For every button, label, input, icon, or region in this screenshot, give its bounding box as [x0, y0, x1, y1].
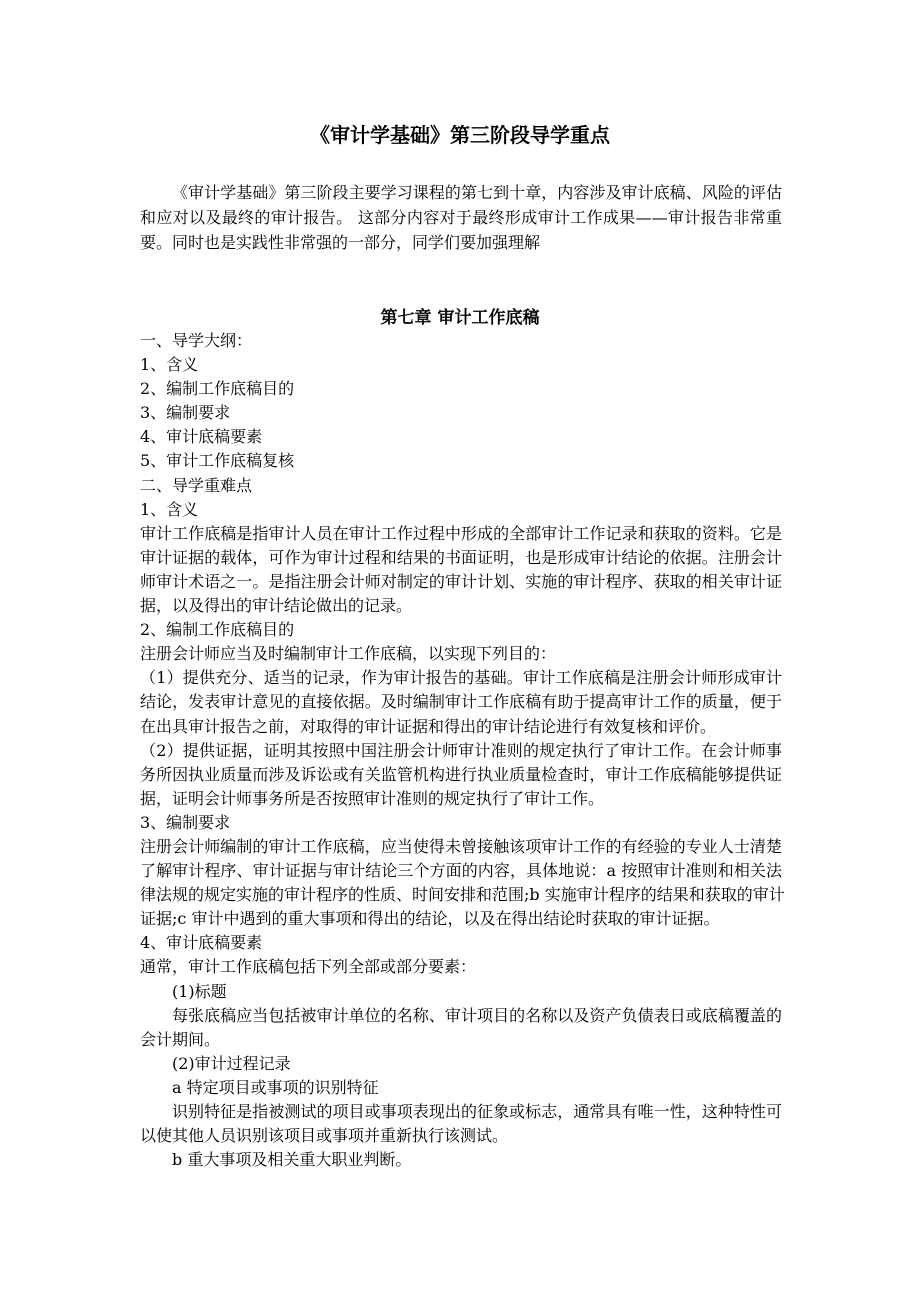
text-line: 1、含义	[140, 499, 199, 519]
text-line: 二、导学重难点	[140, 475, 253, 495]
text-line: 证据;c 审计中遇到的重大事项和得出的结论，以及在得出结论时获取的审计证据。	[140, 909, 720, 929]
text-line: 3、编制要求	[140, 812, 231, 832]
text-line: a 特定项目或事项的识别特征	[172, 1077, 379, 1097]
document-title: 《审计学基础》第三阶段导学重点	[310, 123, 610, 147]
text-line: (1)标题	[172, 981, 227, 1001]
text-line: 师审计术语之一。是指注册会计师对制定的审计计划、实施的审计程序、获取的相关审计证	[140, 571, 782, 591]
text-line: 3、编制要求	[140, 403, 231, 423]
text-line: 以使其他人员识别该项目或事项并重新执行该测试。	[140, 1126, 509, 1146]
text-line: 据，以及得出的审计结论做出的记录。	[140, 596, 413, 616]
text-line: 了解审计程序、审计证据与审计结论三个方面的内容，具体地说：a 按照审计准则和相关法	[140, 861, 782, 881]
text-line: 据，证明会计师事务所是否按照审计准则的规定执行了审计工作。	[140, 788, 605, 808]
text-line: 律法规的规定实施的审计程序的性质、时间安排和范围;b 实施审计程序的结果和获取的审计	[140, 885, 785, 905]
chapter-title: 第七章 审计工作底稿	[380, 308, 540, 328]
intro-paragraph	[140, 180, 782, 255]
text-line: 2、编制工作底稿目的	[140, 620, 295, 640]
text-line: （1）提供充分、适当的记录，作为审计报告的基础。审计工作底稿是注册会计师形成审计	[140, 668, 782, 688]
text-line: b 重大事项及相关重大职业判断。	[172, 1150, 412, 1170]
text-line: 审计工作底稿是指审计人员在审计工作过程中形成的全部审计工作记录和获取的资料。它是	[140, 523, 782, 543]
text-line: 每张底稿应当包括被审计单位的名称、审计项目的名称以及资产负债表日或底稿覆盖的	[172, 1005, 782, 1025]
text-line: 一、导学大纲：	[140, 331, 253, 350]
text-line: 识别特征是指被测试的项目或事项表现出的征象或标志，通常具有唯一性，这种特性可	[172, 1102, 782, 1121]
text-line: 会计期间。	[140, 1029, 221, 1049]
text-line: 2、编制工作底稿目的	[140, 379, 295, 399]
text-line: 4、审计底稿要素	[140, 933, 263, 953]
text-line: 在出具审计报告之前，对取得的审计证据和得出的审计结论进行有效复核和评价。	[140, 716, 717, 736]
text-line: (2)审计过程记录	[172, 1053, 291, 1073]
text-line: 结论，发表审计意见的直接依据。及时编制审计工作底稿有助于提高审计工作的质量，便于	[140, 692, 782, 712]
text-line: （2）提供证据，证明其按照中国注册会计师审计准则的规定执行了审计工作。在会计师事	[140, 740, 782, 760]
text-line: 注册会计师应当及时编制审计工作底稿，以实现下列目的：	[140, 644, 557, 664]
text-line: 4、审计底稿要素	[140, 427, 263, 447]
text-line: 审计证据的载体，可作为审计过程和结果的书面证明，也是形成审计结论的依据。注册会计	[140, 547, 782, 567]
text-line: 通常，审计工作底稿包括下列全部或部分要素：	[140, 957, 477, 977]
intro-line: 要。同时也是实践性非常强的一部分，同学们要加强理解	[140, 233, 541, 252]
intro-line: 《审计学基础》第三阶段主要学习课程的第七到十章，内容涉及审计底稿、风险的评估	[172, 183, 782, 202]
intro-line: 和应对以及最终的审计报告。 这部分内容对于最终形成审计工作成果——审计报告非常重	[140, 208, 782, 227]
text-line: 1、含义	[140, 355, 199, 375]
text-line: 务所因执业质量而涉及诉讼或有关监管机构进行执业质量检查时，审计工作底稿能够提供证	[140, 764, 782, 784]
text-line: 5、审计工作底稿复核	[140, 451, 295, 471]
text-line: 注册会计师编制的审计工作底稿，应当使得未曾接触该项审计工作的有经验的专业人士清楚	[140, 836, 782, 856]
chapter-body	[140, 329, 785, 1172]
